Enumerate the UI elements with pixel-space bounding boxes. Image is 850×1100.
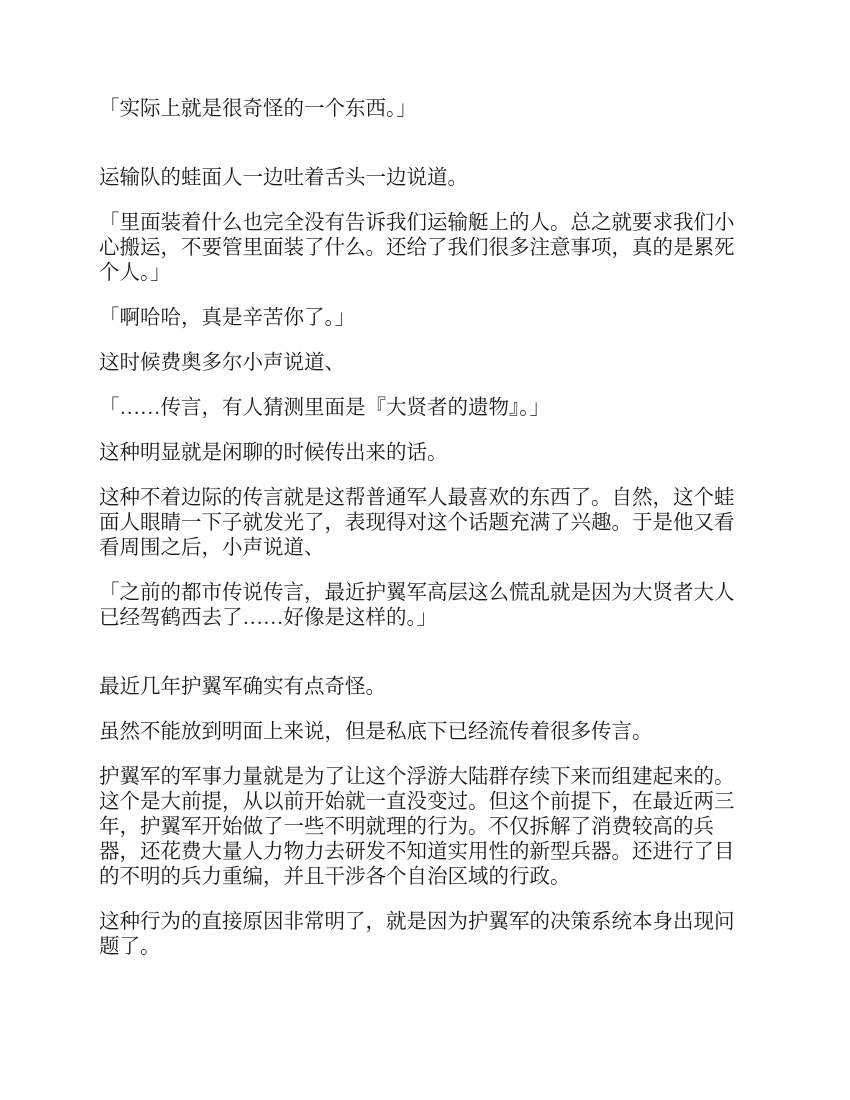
paragraph: 「啊哈哈，真是辛苦你了。」 [99,307,356,329]
paragraph: 最近几年护翼军确实有点奇怪。 [99,676,386,698]
paragraph: 这时候费奥多尔小声说道、 [99,352,345,374]
paragraph: 这种不着边际的传言就是这帮普通军人最喜欢的东西了。自然，这个蛙面人眼睛一下子就发光了，表现得对这个话题充满了兴趣。于是他又看看周围之后，小声说道、 [99,487,735,559]
paragraph: 运输队的蛙面人一边吐着舌头一边说道。 [99,167,468,189]
paragraph: 虽然不能放到明面上来说，但是私底下已经流传着很多传言。 [99,721,653,743]
paragraph: 护翼军的军事力量就是为了让这个浮游大陆群存续下来而组建起来的。这个是大前提，从以前开始就一直没变过。但这个前提下，在最近两三年，护翼军开始做了一些不明就理的行为。不仅拆解了消费较高的兵器，还花费大量人力物力去研发不知道实用性的新型兵器。还进行了目的不明的兵力重编，并且干涉各个自治区域的行政。 [99,766,735,888]
paragraph: 「……传言，有人猜测里面是『大贤者的遗物』。」 [99,397,550,419]
paragraph: 「里面装着什么也完全没有告诉我们运输艇上的人。总之就要求我们小心搬运，不要管里面装了什么。还给了我们很多注意事项，真的是累死个人。」 [99,212,735,284]
paragraph: 「之前的都市传说传言，最近护翼军高层这么慌乱就是因为大贤者大人已经驾鹤西去了……好像是这样的。」 [99,582,735,629]
paragraph: 这种行为的直接原因非常明了，就是因为护翼军的决策系统本身出现问题了。 [99,911,735,958]
paragraph: 这种明显就是闲聊的时候传出来的话。 [99,442,448,464]
paragraph: 「实际上就是很奇怪的一个东西。」 [99,98,417,120]
